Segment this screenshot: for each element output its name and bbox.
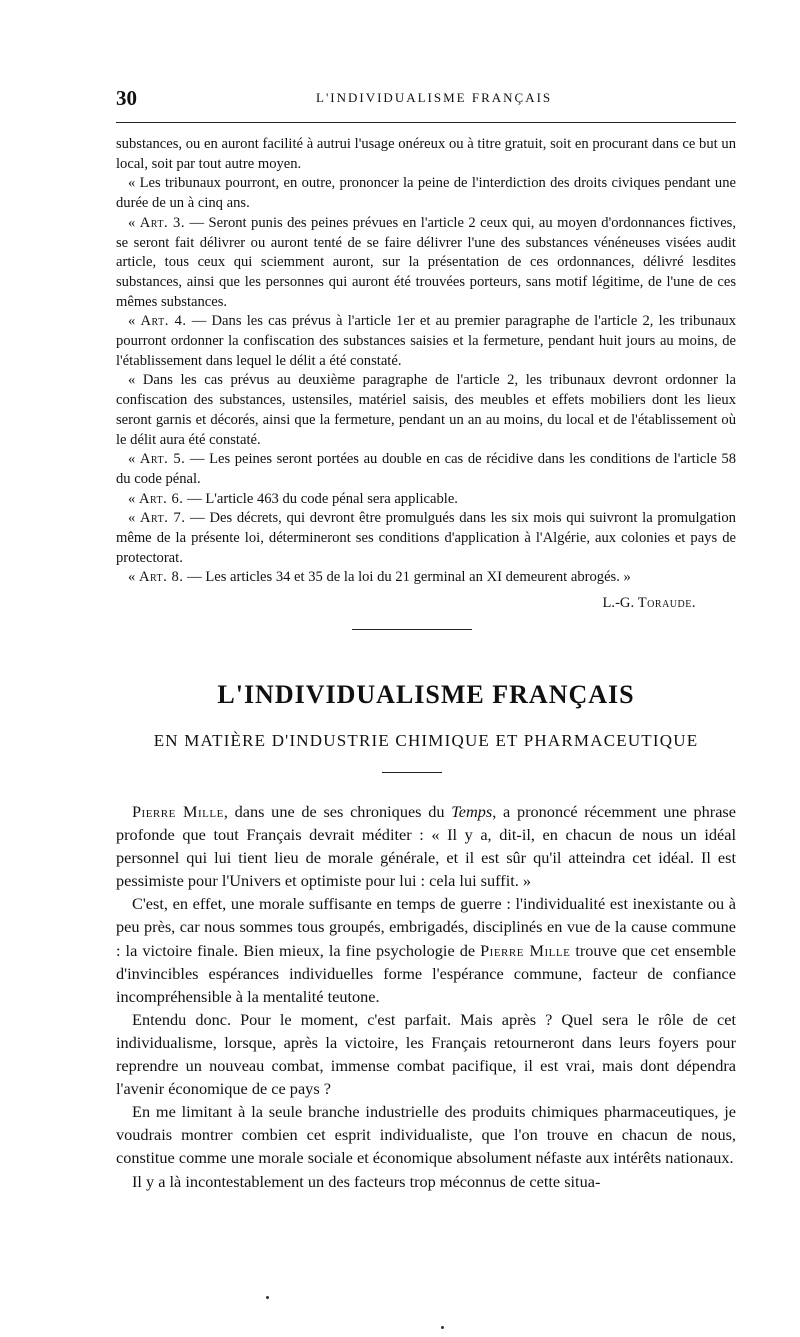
article-text: — Les articles 34 et 35 de la loi du 21 germinal an XI demeurent abrogés. » — [183, 569, 631, 586]
section-divider — [352, 629, 472, 630]
print-speck — [441, 1326, 444, 1329]
text-run: , dans une de ses chroniques du — [223, 802, 452, 821]
article-label: Art. 5. — [139, 451, 186, 468]
page-header — [116, 86, 736, 116]
print-speck — [266, 1296, 269, 1299]
article-label: Art. 7. — [139, 510, 186, 527]
text-run: , a prononcé récemment une phrase profonde que tout Français devrait méditer : « Il y a, dit-il, en chacun de nous un idéal personnel qui lui tient lieu de morale générale, et il est sûr qu'il atteindra cet idéal. Il est pessimiste pour l'Univers et optimiste pour lui : cela lui suffit. » — [116, 802, 736, 891]
paragraph: substances, ou en auront facilité à autrui l'usage onéreux ou à titre gratuit, soit en procurant dans ce but un local, soit par tout autre moyen. — [116, 136, 736, 172]
paragraph: « Art. 4. — Dans les cas prévus à l'article 1er et au premier paragraphe de l'article 2, les tribunaux pourront ordonner la confiscation des substances saisies et la fermeture, pendant huit jours au moins, de l'établissement dans lequel le délit a été constaté. — [116, 313, 736, 369]
paragraph: Entendu donc. Pour le moment, c'est parfait. Mais après ? Quel sera le rôle de cet individualisme, lorsque, après la victoire, les Français retourneront dans leurs foyers pour reprendre un nouveau combat, immense combat pacifique, il est vrai, mais dont dépendra l'avenir économique de ce pays ? — [116, 1009, 736, 1099]
author-name: Pierre Mille — [132, 802, 224, 821]
paragraph: Il y a là incontestablement un des facteurs trop méconnus de cette situa- — [132, 1171, 601, 1191]
article-label: Art. 3. — [139, 214, 186, 231]
author-name: Pierre Mille — [480, 940, 571, 960]
paragraph: « Les tribunaux pourront, en outre, prononcer la peine de l'interdiction des droits civiques pendant une durée de un à cinq ans. — [116, 175, 736, 212]
article-title: L'INDIVIDUALISME FRANÇAIS — [217, 680, 635, 709]
law-text-section — [116, 135, 736, 614]
paragraph — [116, 800, 736, 892]
article-text: — Les peines seront portées au double en cas de récidive dans les conditions de l'article 58 du code pénal. — [116, 451, 736, 487]
paragraph: « Art. 7. — Des décrets, qui devront être promulgués dans les six mois qui suivront la promulgation même de la présente loi, détermineront ses conditions d'application à l'Algérie, aux colonies et pays de protectorat. — [116, 510, 736, 566]
article-body — [116, 800, 736, 1193]
signature-initials: L.-G. — [602, 595, 638, 612]
article-subtitle: EN MATIÈRE D'INDUSTRIE CHIMIQUE ET PHARMACEUTIQUE — [153, 731, 699, 750]
article-label: Art. 4. — [140, 313, 187, 330]
signature — [116, 594, 736, 614]
page-number: 30 — [116, 86, 137, 110]
journal-name: Temps — [451, 802, 493, 821]
article-label: Art. 8. — [138, 569, 184, 586]
paragraph: « Dans les cas prévus au deuxième paragraphe de l'article 2, les tribunaux devront ordonner la confiscation des substances, ustensiles, matériel saisis, des meubles et effets mobiliers dont les lieux seront garnis et décorés, ainsi que la fermeture, pendant un an au moins, du local et de l'établissement où le délit aura été constaté. — [116, 372, 736, 448]
paragraph — [116, 892, 736, 1007]
header-rule — [116, 122, 736, 123]
title-divider — [382, 772, 442, 773]
text-run: trouve que cet ensemble d'invincibles espérances individuelles forme l'espérance commune, facteur de confiance incompréhensible à la mentalité teutone. — [116, 940, 737, 1006]
signature-name: Toraude. — [637, 595, 696, 612]
text-run: C'est, en effet, une morale suffisante en temps de guerre : l'individualité est inexistante ou à peu près, car nous sommes tous groupés, embrigadés, disciplinés en vue de la cause commune : la victoire finale. Bien mieux, la fine psychologie de — [116, 894, 736, 960]
article-text: — Seront punis des peines prévues en l'article 2 ceux qui, au moyen d'ordonnances fictives, se seront fait délivrer ou auront tenté de se faire délivrer l'une des substances vénéneuses visées audit article, tous ceux qui sciemment auront, sur la présentation de ces ordonnances, délivré lesdites substances, ainsi que les personnes qui auront été trouvées porteurs, sans motif légitime, de l'une de ces mêmes substances. — [116, 214, 736, 310]
paragraph: « Art. 6. — L'article 463 du code pénal sera applicable. — [128, 490, 458, 507]
paragraph: « Art. 3. — Seront punis des peines prévues en l'article 2 ceux qui, au moyen d'ordonnances fictives, se seront fait délivrer ou auront tenté de se faire délivrer l'une des substances vénéneuses visées audit article, tous ceux qui sciemment auront, sur la présentation de ces ordonnances, délivré lesdites substances, ainsi que les personnes qui auront été trouvées porteurs, sans motif légitime, de l'une de ces mêmes substances. — [116, 214, 736, 310]
paragraph: « Art. 8. — Les articles 34 et 35 de la loi du 21 germinal an XI demeurent abrogés. » — [128, 569, 631, 586]
running-title: L'INDIVIDUALISME FRANÇAIS — [316, 90, 553, 105]
paragraph: En me limitant à la seule branche industrielle des produits chimiques pharmaceutiques, je voudrais montrer combien cet esprit individualiste, que l'on trouve en chacun de nous, constitue comme une morale sociale et économique absolument néfaste aux intérêts nationaux. — [116, 1102, 736, 1168]
article-label: Art. 6. — [138, 490, 184, 507]
paragraph: « Art. 5. — Les peines seront portées au double en cas de récidive dans les conditions de l'article 58 du code pénal. — [116, 451, 736, 487]
article-text: — Des décrets, qui devront être promulgués dans les six mois qui suivront la promulgation même de la présente loi, détermineront ses conditions d'application à l'Algérie, aux colonies et pays de protectorat. — [116, 510, 736, 566]
article-text: — L'article 463 du code pénal sera applicable. — [183, 490, 458, 507]
article-text: — Dans les cas prévus à l'article 1er et au premier paragraphe de l'article 2, les tribunaux pourront ordonner la confiscation des substances saisies et la fermeture, pendant huit jours au moins, de l'établissement dans lequel le délit a été constaté. — [116, 313, 736, 369]
